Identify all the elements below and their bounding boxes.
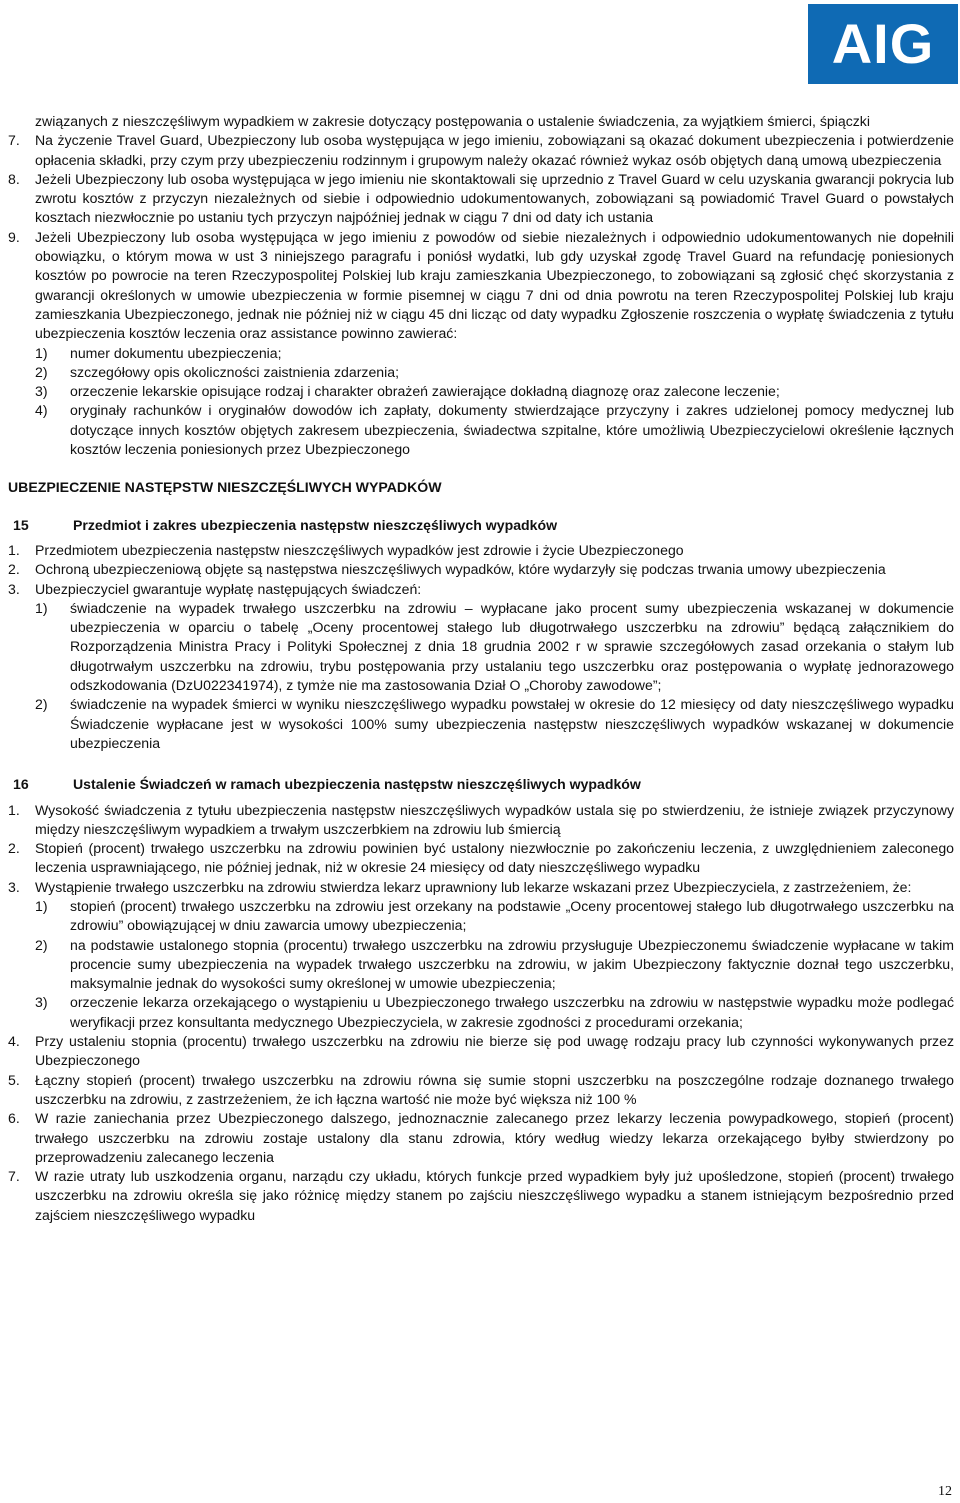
item-text: Ubezpieczyciel gwarantuje wypłatę następujących świadczeń: [35, 580, 422, 597]
sub-item-text: orzeczenie lekarza orzekającego o wystąpieniu u Ubezpieczonego trwałego uszczerbku na zdrowiu w następstwie wypadku może podlegać weryfikacji przez konsultanta medycznego Ubezpieczyciela, w zakresie zgodności z procedurami orzekania; [70, 994, 954, 1030]
sub-item-text: świadczenie na wypadek trwałego uszczerbku na zdrowiu – wypłacane jako procent sumy ubezpieczenia wskazanej w dokumencie ubezpieczenia w oparciu o tabelę „Oceny procentowej stałego lub długotrwałego uszczerbku na zdrowiu” będącą załącznikiem do Rozporządzenia Ministra Pracy i Polityki Społecznej z dnia 18 grudnia 2002 r w sprawie szczegółowych zasad orzekania o stałym lub długotrwałym uszczerbku na zdrowiu, trybu postępowania przy ustalaniu tego uszczerbku oraz postępowania o wypłatę jednorazowego odszkodowania (DzU022341974), z tymże nie ma zastosowania Dział O „Choroby zawodowe”; [70, 599, 954, 694]
item-number: 2. [8, 840, 20, 857]
sub-item-number: 3) [35, 383, 48, 400]
item-number: 1. [8, 801, 20, 818]
sub-item-number: 2) [35, 936, 48, 953]
item-text: Ochroną ubezpieczeniową objęte są następstwa nieszczęśliwych wypadków, które wydarzyły się podczas trwania umowy ubezpieczenia [35, 561, 886, 578]
list-item [8, 541, 954, 560]
sub-item-number: 1) [35, 344, 48, 361]
item-number: 3. [8, 878, 20, 895]
item-number: 6. [8, 1110, 20, 1127]
sub-list-item [8, 382, 954, 401]
paragraph-number: 16 [13, 776, 29, 793]
list-item [8, 560, 954, 579]
item-text: Łączny stopień (procent) trwałego uszczerbku na zdrowiu równa się sumie stopni uszczerbku na poszczególne rodzaje doznanego trwałego uszczerbku na zdrowiu, z zastrzeżeniem, że ich łączna wartość nie może być większa niż 100 % [35, 1071, 954, 1107]
paragraph-title: Ustalenie Świadczeń w ramach ubezpieczenia następstw nieszczęśliwych wypadków [73, 776, 641, 793]
item-text: Jeżeli Ubezpieczony lub osoba występująca w jego imieniu nie skontaktowali się uprzednio z Travel Guard w celu uzyskania gwarancji pokrycia lub zwrotu kosztów z przyczyn niezależnych od siebie i odpowiednio udokumentowanych, zobowiązani są powiadomić Travel Guard o powstałych kosztach niezwłocznie po ustaniu tych przyczyn najpóźniej jednak w ciągu 7 dni od daty ich ustania [35, 170, 954, 226]
item-text: W razie utraty lub uszkodzenia organu, narządu czy układu, których funkcje przed wypadkiem były już upośledzone, stopień (procent) trwałego uszczerbku na zdrowiu określa się jako różnicę między stanem po zajściu nieszczęśliwego wypadku a stanem istniejącym bezpośrednio przed zajściem nieszczęśliwego wypadku [35, 1168, 954, 1223]
list-item [8, 1071, 954, 1110]
sub-item-text: na podstawie ustalonego stopnia (procentu) trwałego uszczerbku na zdrowiu przysługuje Ubezpieczonemu świadczenie wypłacane w takim procencie sumy ubezpieczenia na wypadek trwałego uszczerbku na zdrowiu, w jakim Ubezpieczony faktycznie doznał tego uszczerbku, maksymalnie jednak do wysokości sumy określonej w umowie ubezpieczenia; [70, 936, 954, 992]
item-number: 9. [8, 228, 20, 245]
item-text: Przy ustaleniu stopnia (procentu) trwałego uszczerbku na zdrowiu nie bierze się pod uwagę rodzaju pracy lub czynności wykonywanych przez Ubezpieczonego [35, 1033, 954, 1069]
list-item [8, 228, 954, 344]
paragraph-heading [8, 516, 954, 535]
paragraph-heading [8, 775, 954, 794]
sub-item-number: 1) [35, 599, 48, 616]
item-number: 3. [8, 580, 20, 597]
sub-list-item [8, 897, 954, 936]
item-text: Jeżeli Ubezpieczony lub osoba występująca w jego imieniu z powodów od siebie niezależnych i odpowiednio udokumentowanych nie dopełnili obowiązku, o którym mowa w ust 3 niniejszego paragrafu i poniósł wydatki, lub gdy uzyskał zgodę Travel Guard na refundację poniesionych kosztów po powrocie na teren Rzeczypospolitej Polskiej lub kraju zamieszkania Ubezpieczonego, to zobowiązani są zgłosić chęć skorzystania z gwarancji określonych w umowie ubezpieczenia w formie pisemnej w ciągu 7 dni od dnia powrotu na teren Rzeczypospolitej Polskiej lub kraju zamieszkania Ubezpieczonego, jednak nie później niż w ciągu 45 dni licząc od daty wypadku Zgłoszenie roszczenia o wypłatę świadczenia z tytułu ubezpieczenia kosztów leczenia oraz assistance powinno zawierać: [35, 228, 954, 342]
aig-logo: AIG [808, 4, 958, 84]
section-heading: UBEZPIECZENIE NASTĘPSTW NIESZCZĘŚLIWYCH WYPADKÓW [8, 479, 442, 496]
list-item [8, 1167, 954, 1225]
item-text: Przedmiotem ubezpieczenia następstw nieszczęśliwych wypadków jest zdrowie i życie Ubezpieczonego [35, 541, 684, 558]
intro-continuation: związanych z nieszczęśliwym wypadkiem w zakresie dotyczący postępowania o ustalenie świadczenia, za wyjątkiem śmierci, śpiączki [35, 113, 870, 129]
item-text: Na życzenie Travel Guard, Ubezpieczony lub osoba występująca w jego imieniu, zobowiązani są okazać dokument ubezpieczenia i potwierdzenie opłacenia składki, przy czym przy ubezpieczeniu rodzinnym i grupowym należy okazać również wykaz osób objętych daną umową ubezpieczenia [35, 132, 954, 168]
item-number: 1. [8, 541, 20, 558]
item-number: 7. [8, 1168, 20, 1185]
list-item [8, 878, 954, 897]
list-item [8, 1032, 954, 1071]
list-item [8, 839, 954, 878]
list-item [8, 131, 954, 170]
sub-list-item [8, 936, 954, 994]
sub-item-number: 2) [35, 363, 48, 380]
item-number: 5. [8, 1071, 20, 1088]
paragraph-title: Przedmiot i zakres ubezpieczenia następstw nieszczęśliwych wypadków [73, 516, 558, 533]
sub-item-text: świadczenie na wypadek śmierci w wyniku nieszczęśliwego wypadku powstałej w okresie do 12 miesięcy od daty nieszczęśliwego wypadku Świadczenie wypłacane jest w wysokości 100% sumy ubezpieczenia następstw nieszczęśliwych wypadków wskazanej w dokumencie ubezpieczenia [70, 696, 954, 751]
sub-item-text: numer dokumentu ubezpieczenia; [70, 344, 282, 361]
sub-item-text: szczegółowy opis okoliczności zaistnienia zdarzenia; [70, 363, 400, 380]
sub-item-number: 2) [35, 696, 48, 713]
item-text: Wystąpienie trwałego uszczerbku na zdrowiu stwierdza lekarz uprawniony lub lekarze wskazani przez Ubezpieczyciela, z zastrzeżeniem, że: [35, 878, 912, 895]
sub-item-number: 3) [35, 994, 48, 1011]
sub-list-item [8, 695, 954, 753]
sub-item-number: 1) [35, 897, 48, 914]
list-item [8, 801, 954, 840]
item-text: Wysokość świadczenia z tytułu ubezpieczenia następstw nieszczęśliwych wypadków ustala się po stwierdzeniu, że istnieje związek przyczynowy między nieszczęśliwym wypadkiem a trwałym uszczerbkiem na zdrowiu lub śmiercią [35, 801, 954, 837]
sub-item-text: orzeczenie lekarskie opisujące rodzaj i charakter obrażeń zawierające dokładną diagnozę oraz zalecone leczenie; [70, 383, 780, 400]
sub-item-number: 4) [35, 402, 48, 419]
sub-list-item [8, 401, 954, 459]
sub-item-text: stopień (procent) trwałego uszczerbku na zdrowiu jest orzekany na podstawie „Oceny procentowej stałego lub długotrwałego uszczerbku na zdrowiu” obowiązującej w dniu zawarcia umowy ubezpieczenia; [70, 897, 954, 934]
item-number: 8. [8, 170, 20, 187]
sub-list-item [8, 344, 954, 363]
item-number: 7. [8, 132, 20, 149]
sub-list-item [8, 993, 954, 1032]
item-text: Stopień (procent) trwałego uszczerbku na zdrowiu powinien być ustalony niezwłocznie po zakończeniu leczenia, z uwzględnieniem zaleconego leczenia usprawniającego, nie później jednak, niż w okresie 24 miesięcy od daty nieszczęśliwego wypadku [35, 840, 954, 876]
paragraph-number: 15 [13, 516, 29, 533]
list-item [8, 170, 954, 228]
item-number: 2. [8, 561, 20, 578]
page-number: 12 [938, 1483, 952, 1499]
sub-list-item [8, 599, 954, 695]
document-body [8, 112, 954, 1225]
item-text: W razie zaniechania przez Ubezpieczonego dalszego, jednoznacznie zalecanego przez lekarzy leczenia powypadkowego, stopień (procent) trwałego uszczerbku na zdrowiu zostaje ustalony dla stanu zdrowia, który według wiedzy lekarza orzekającego byłby stwierdzony po przeprowadzeniu zalecanego leczenia [35, 1110, 954, 1165]
sub-list-item [8, 363, 954, 382]
list-item [8, 1109, 954, 1167]
item-number: 4. [8, 1033, 20, 1050]
sub-item-text: oryginały rachunków i oryginałów dowodów ich zapłaty, dokumenty stwierdzające przyczyny i zakres udzielonej pomocy medycznej lub dotyczące innych kosztów objętych zakresem ubezpieczenia, świadectwa szpitalne, które umożliwią Ubezpieczycielowi określenie łącznych kosztów leczenia poniesionych przez Ubezpieczonego [70, 402, 954, 458]
list-item [8, 580, 954, 599]
